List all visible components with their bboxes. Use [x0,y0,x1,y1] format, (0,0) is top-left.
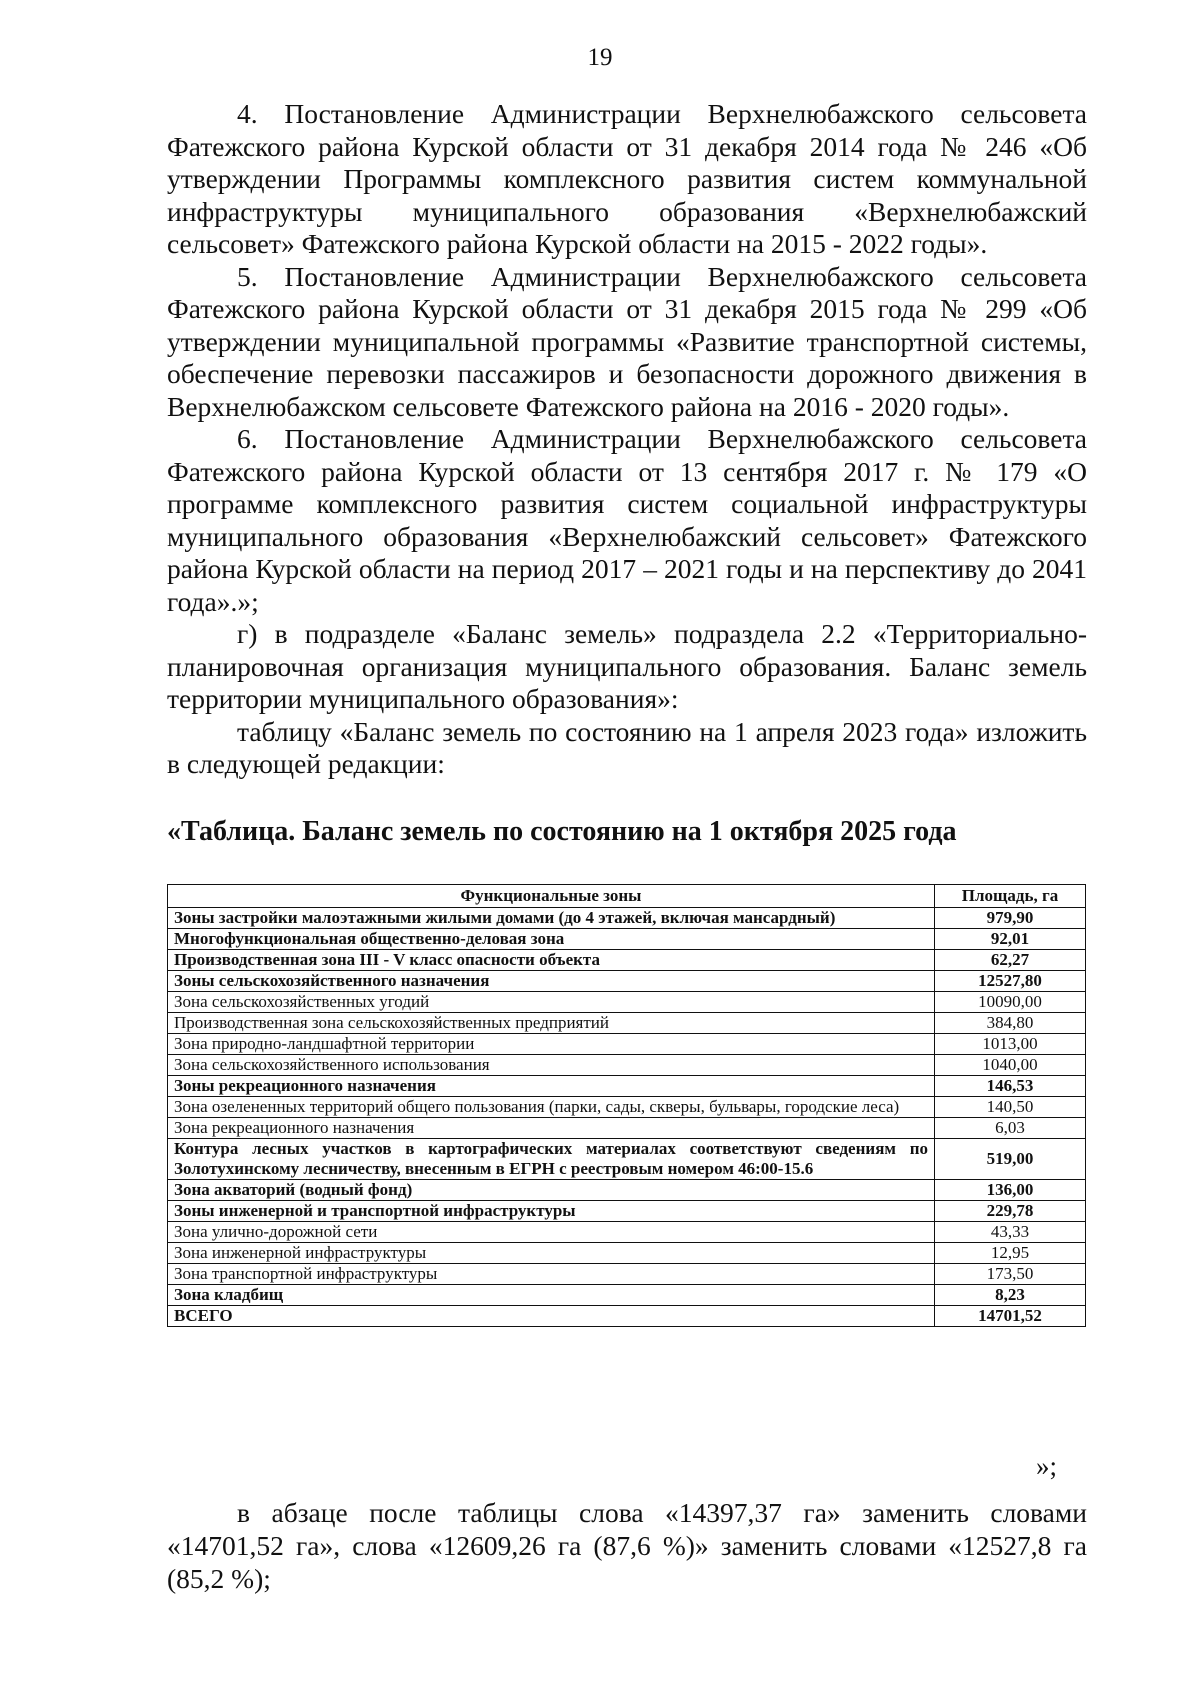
table-row [168,1264,1086,1285]
area-cell: 12,95 [935,1243,1086,1264]
table-row [168,1076,1086,1097]
zone-cell: Производственная зона сельскохозяйственных предприятий [168,1013,935,1034]
table-row [168,1055,1086,1076]
zone-cell: Зоны инженерной и транспортной инфраструктуры [168,1201,935,1222]
area-cell: 1040,00 [935,1055,1086,1076]
area-cell: 140,50 [935,1097,1086,1118]
paragraph-item-6: 6. Постановление Администрации Верхнелюбажского сельсовета Фатежского района Курской области от 13 сентября 2017 г. № 179 «О программе комплексного развития систем социальной инфраструктуры муниципального образования «Верхнелюбажский сельсовет» Фатежского района Курской области на период 2017 – 2021 годы и на перспективу до 2041 года».»; [167,423,1087,617]
table-row [168,1201,1086,1222]
table-row [168,1034,1086,1055]
area-cell: 62,27 [935,950,1086,971]
table-row [168,1243,1086,1264]
zone-cell: Зона транспортной инфраструктуры [168,1264,935,1285]
table-row [168,950,1086,971]
paragraph-after-table: в абзаце после таблицы слова «14397,37 га» заменить словами «14701,52 га», слова «12609,26 га (87,6 %)» заменить словами «12527,8 га (85,2 %); [167,1497,1087,1594]
after-table-text [167,1496,1087,1595]
area-cell: 519,00 [935,1139,1086,1180]
table-header-row [168,885,1086,908]
table-title: «Таблица. Баланс земель по состоянию на 1 октября 2025 года [167,816,957,847]
area-cell: 10090,00 [935,992,1086,1013]
body-text [167,98,1087,781]
area-cell: 92,01 [935,929,1086,950]
zone-cell: Зона природно-ландшафтной территории [168,1034,935,1055]
table-row [168,1139,1086,1180]
closing-quote-mark: »; [1036,1451,1058,1481]
zone-cell: Зона кладбищ [168,1285,935,1306]
zone-cell: ВСЕГО [168,1306,935,1327]
paragraph-subsection-g: г) в подразделе «Баланс земель» подраздела 2.2 «Территориально-планировочная организация муниципального образования. Баланс земель территории муниципального образования»: [167,618,1087,714]
table-row [168,1013,1086,1034]
zone-cell: Зона инженерной инфраструктуры [168,1243,935,1264]
area-cell: 14701,52 [935,1306,1086,1327]
area-cell: 8,23 [935,1285,1086,1306]
table-row [168,971,1086,992]
table-total-row [168,1306,1086,1327]
zone-cell: Зона сельскохозяйственного использования [168,1055,935,1076]
paragraph-item-5: 5. Постановление Администрации Верхнелюбажского сельсовета Фатежского района Курской области от 31 декабря 2015 года № 299 «Об утверждении муниципальной программы «Развитие транспортной системы, обеспечение перевозки пассажиров и безопасности дорожного движения в Верхнелюбажском сельсовете Фатежского района на 2016 - 2020 годы». [167,260,1087,422]
paragraph-item-4: 4. Постановление Администрации Верхнелюбажского сельсовета Фатежского района Курской области от 31 декабря 2014 года № 246 «Об утверждении Программы комплексного развития систем коммунальной инфраструктуры муниципального образования «Верхнелюбажский сельсовет» Фатежского района Курской области на 2015 - 2022 годы». [167,98,1087,259]
paragraph-table-instruction: таблицу «Баланс земель по состоянию на 1 апреля 2023 года» изложить в следующей редакции: [167,715,1087,779]
table-row [168,1285,1086,1306]
zone-cell: Зона акваторий (водный фонд) [168,1180,935,1201]
area-cell: 12527,80 [935,971,1086,992]
header-zones: Функциональные зоны [168,885,935,908]
table-row [168,1097,1086,1118]
table-row [168,1118,1086,1139]
area-cell: 136,00 [935,1180,1086,1201]
table-row [168,992,1086,1013]
area-cell: 146,53 [935,1076,1086,1097]
zone-cell: Зона улично-дорожной сети [168,1222,935,1243]
area-cell: 1013,00 [935,1034,1086,1055]
area-cell: 229,78 [935,1201,1086,1222]
area-cell: 6,03 [935,1118,1086,1139]
table-row [168,1222,1086,1243]
zone-cell: Зона рекреационного назначения [168,1118,935,1139]
zone-cell: Зоны сельскохозяйственного назначения [168,971,935,992]
area-cell: 43,33 [935,1222,1086,1243]
zone-cell: Контура лесных участков в картографических материалах соответствуют сведениям по Золотухинскому лесничеству, внесенным в ЕГРН с реестровым номером 46:00-15.6 [168,1139,935,1180]
area-cell: 979,90 [935,908,1086,929]
zone-cell: Зоны рекреационного назначения [168,1076,935,1097]
zone-cell: Многофункциональная общественно-деловая зона [168,929,935,950]
area-cell: 384,80 [935,1013,1086,1034]
table-row [168,929,1086,950]
zone-cell: Производственная зона III - V класс опасности объекта [168,950,935,971]
area-cell: 173,50 [935,1264,1086,1285]
page-number: 19 [587,44,613,71]
zone-cell: Зона озелененных территорий общего пользования (парки, сады, скверы, бульвары, городские леса) [168,1097,935,1118]
header-area: Площадь, га [935,885,1086,908]
zone-cell: Зона сельскохозяйственных угодий [168,992,935,1013]
table-row [168,1180,1086,1201]
table-row [168,908,1086,929]
land-balance-table [167,884,1086,1327]
zone-cell: Зоны застройки малоэтажными жилыми домами (до 4 этажей, включая мансардный) [168,908,935,929]
